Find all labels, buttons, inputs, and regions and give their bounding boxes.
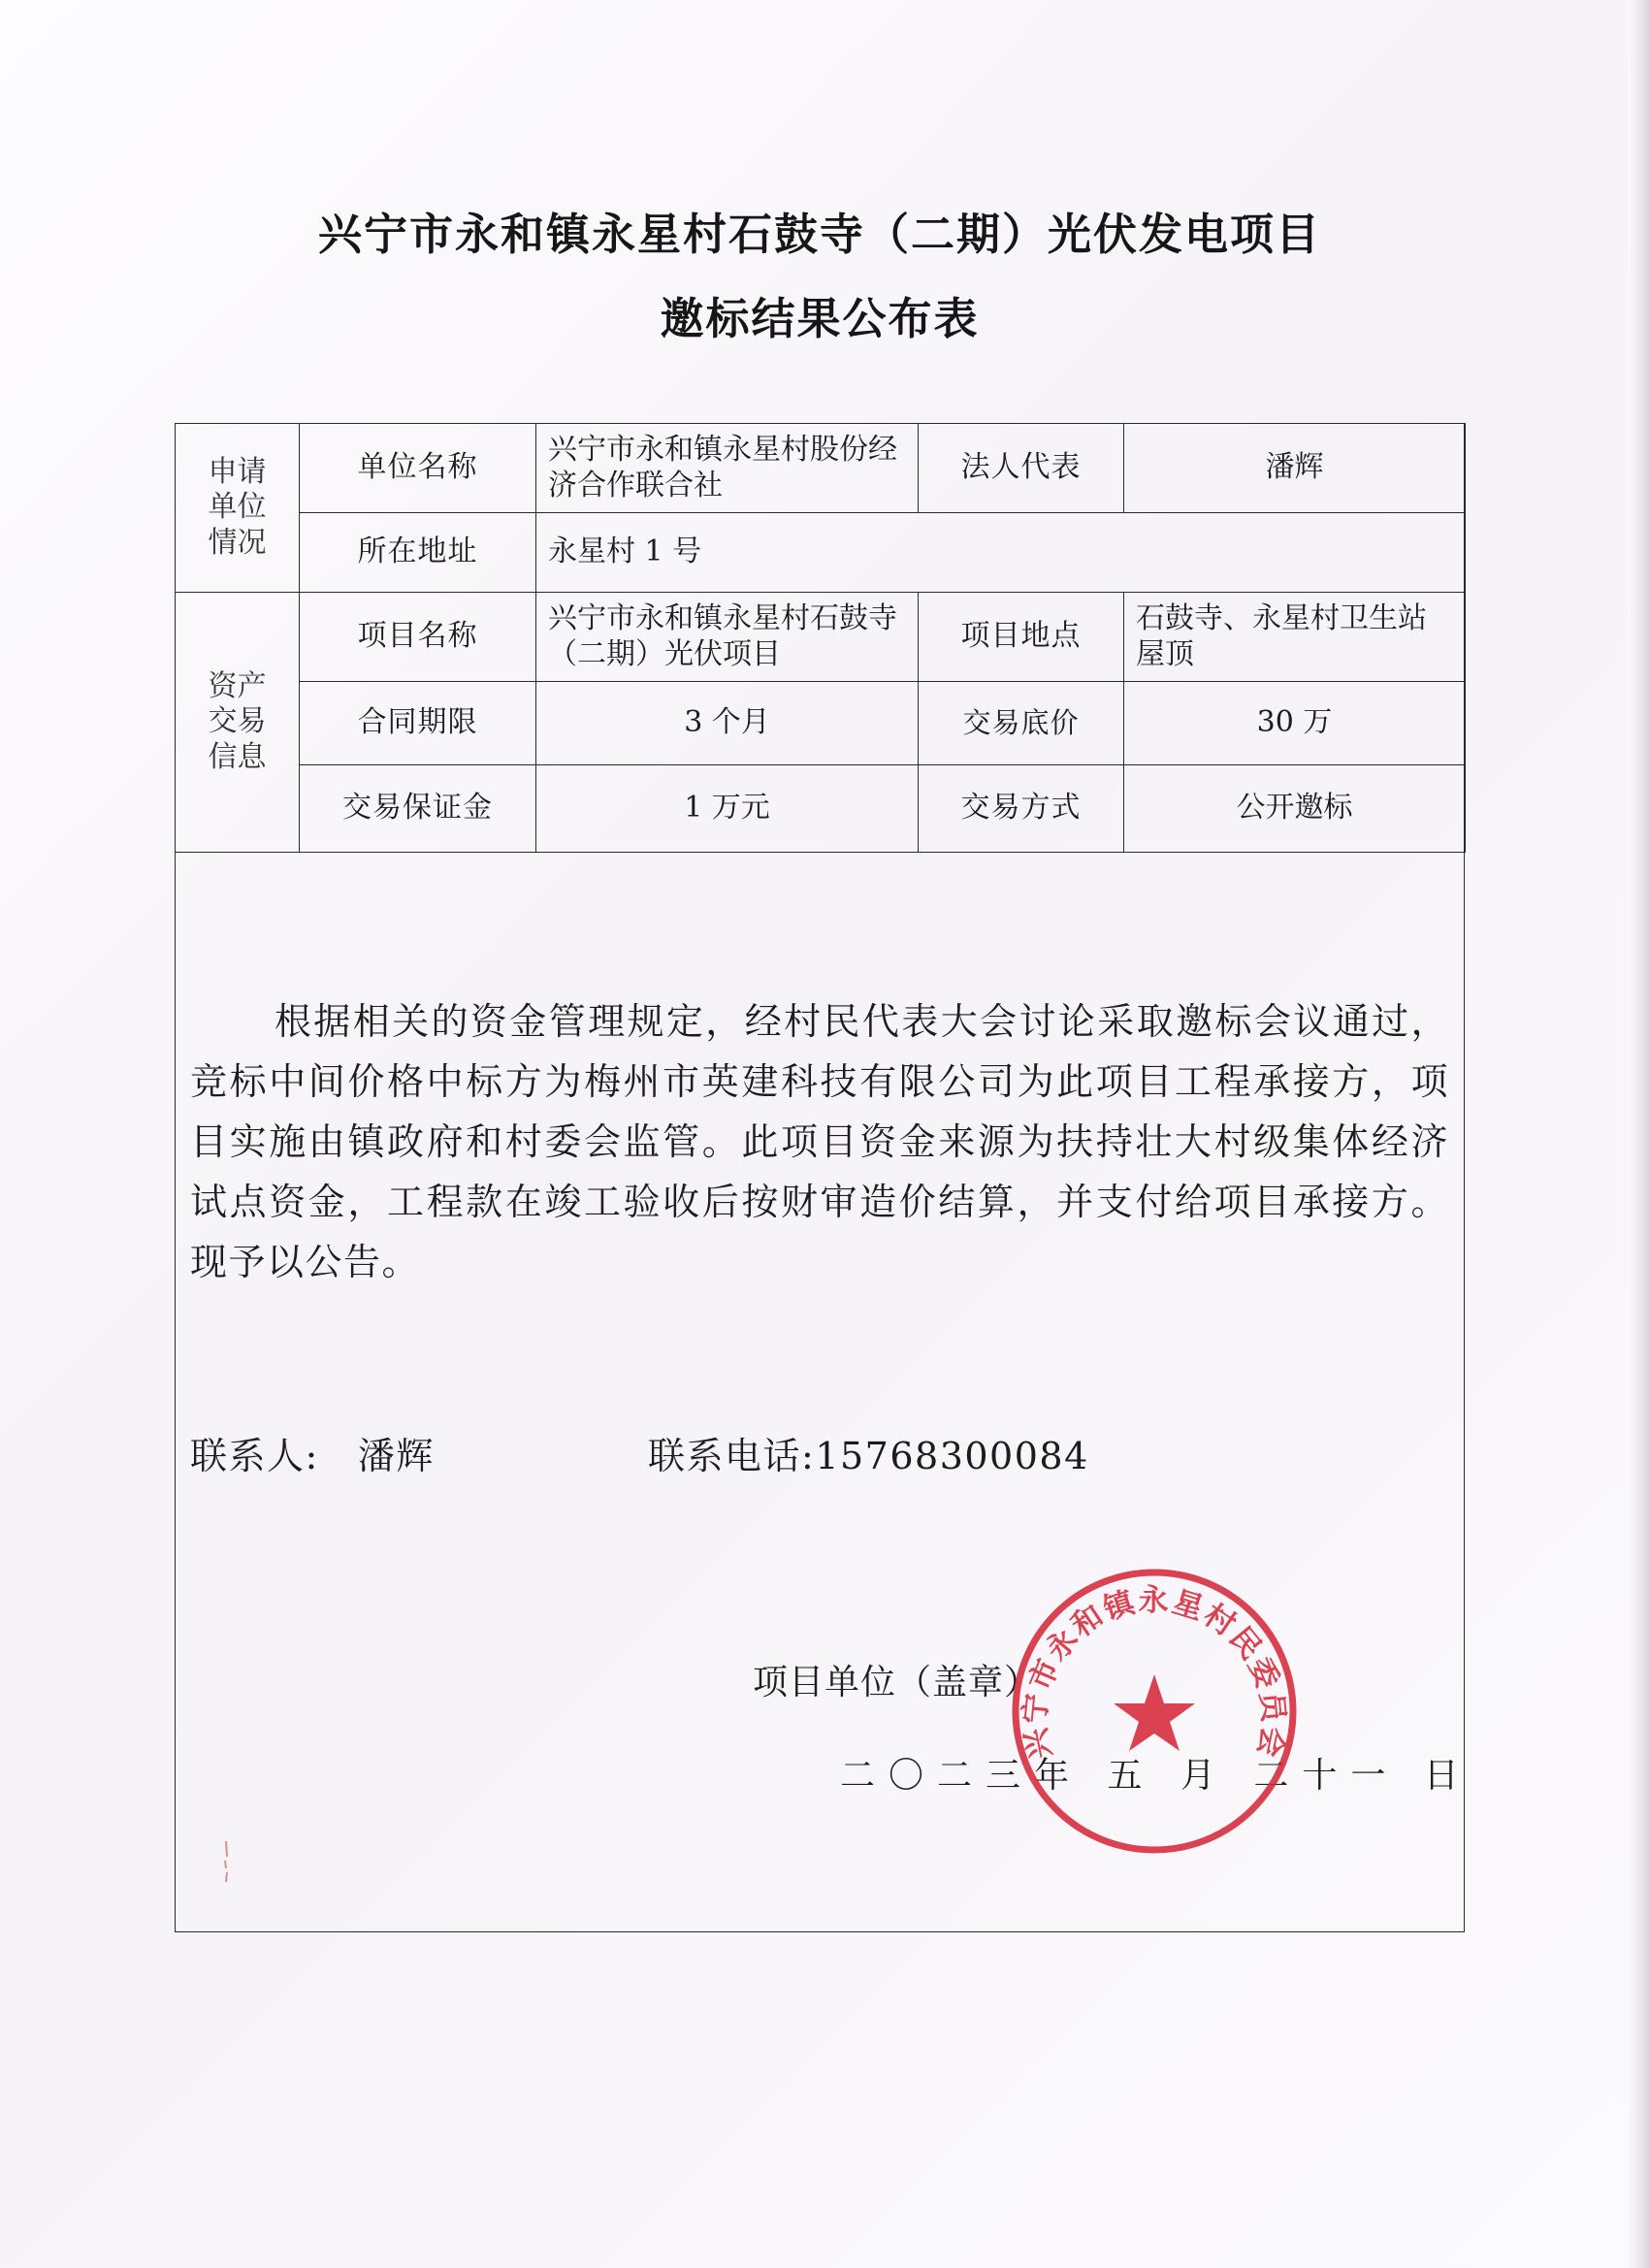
contact-person (190, 1426, 435, 1479)
document-title: 兴宁市永和镇永星村石鼓寺（二期）光伏发电项目 (317, 209, 1321, 260)
project-name-label: 项目名称 (300, 593, 536, 682)
contract-term-value: 3 个月 (536, 682, 919, 765)
contact-person-label: 联系人: (190, 1435, 319, 1477)
method-label: 交易方式 (919, 765, 1124, 853)
table-row (176, 424, 1466, 513)
paper-edge-shadow (1628, 0, 1649, 2268)
seal-star-icon (1114, 1674, 1195, 1751)
project-location-label: 项目地点 (919, 593, 1124, 682)
deposit-value: 1 万元 (536, 765, 919, 853)
contact-phone (648, 1426, 1089, 1479)
project-location-value: 石鼓寺、永星村卫生站屋顶 (1124, 593, 1466, 682)
signer-label: 项目单位（盖章） (753, 1663, 1041, 1702)
table-row (176, 682, 1466, 765)
ink-mark (219, 1839, 233, 1884)
unit-name-value: 兴宁市永和镇永星村股份经济合作联合社 (536, 424, 919, 513)
base-price-label: 交易底价 (919, 682, 1124, 765)
document-date: 二〇二三年 五 月 二十一 日 (840, 1756, 1472, 1796)
unit-name-label: 单位名称 (300, 424, 536, 513)
category-asset (176, 593, 300, 853)
official-seal (1009, 1566, 1300, 1857)
address-value: 永星村 1 号 (536, 513, 1466, 593)
info-table (175, 423, 1466, 853)
contract-term-label: 合同期限 (300, 682, 536, 765)
method-value: 公开邀标 (1124, 765, 1466, 853)
category-applicant-text: 申请 单位 情况 (208, 454, 267, 560)
announcement-text: 根据相关的资金管理规定，经村民代表大会讨论采取邀标会议通过，竞标中间价格中标方为梅州市英建科技有限公司为此项目工程承接方，项目实施由镇政府和村委会监管。此项目资金来源为扶持壮大村级集体经济试点资金，工程款在竣工验收后按财审造价结算，并支付给项目承接方。 现予以公告。 (190, 1000, 1449, 1283)
table-row (176, 593, 1466, 682)
legal-rep-label: 法人代表 (919, 424, 1124, 513)
category-applicant (176, 424, 300, 593)
legal-rep-value: 潘辉 (1124, 424, 1466, 513)
address-label: 所在地址 (300, 513, 536, 593)
document-subtitle: 邀标结果公布表 (660, 293, 980, 344)
deposit-label: 交易保证金 (300, 765, 536, 853)
project-name-value: 兴宁市永和镇永星村石鼓寺（二期）光伏项目 (536, 593, 919, 682)
category-asset-text: 资产 交易 信息 (208, 668, 267, 774)
table-row (176, 765, 1466, 853)
seal-text: 兴宁市永和镇永星村民委员会 (1018, 1583, 1291, 1763)
contact-phone-value: 15768300084 (815, 1435, 1089, 1477)
contact-person-value: 潘辉 (357, 1435, 435, 1477)
base-price-value: 30 万 (1124, 682, 1466, 765)
contact-phone-label: 联系电话: (648, 1435, 816, 1477)
announcement-paragraph (190, 991, 1449, 1292)
table-row (176, 513, 1466, 593)
